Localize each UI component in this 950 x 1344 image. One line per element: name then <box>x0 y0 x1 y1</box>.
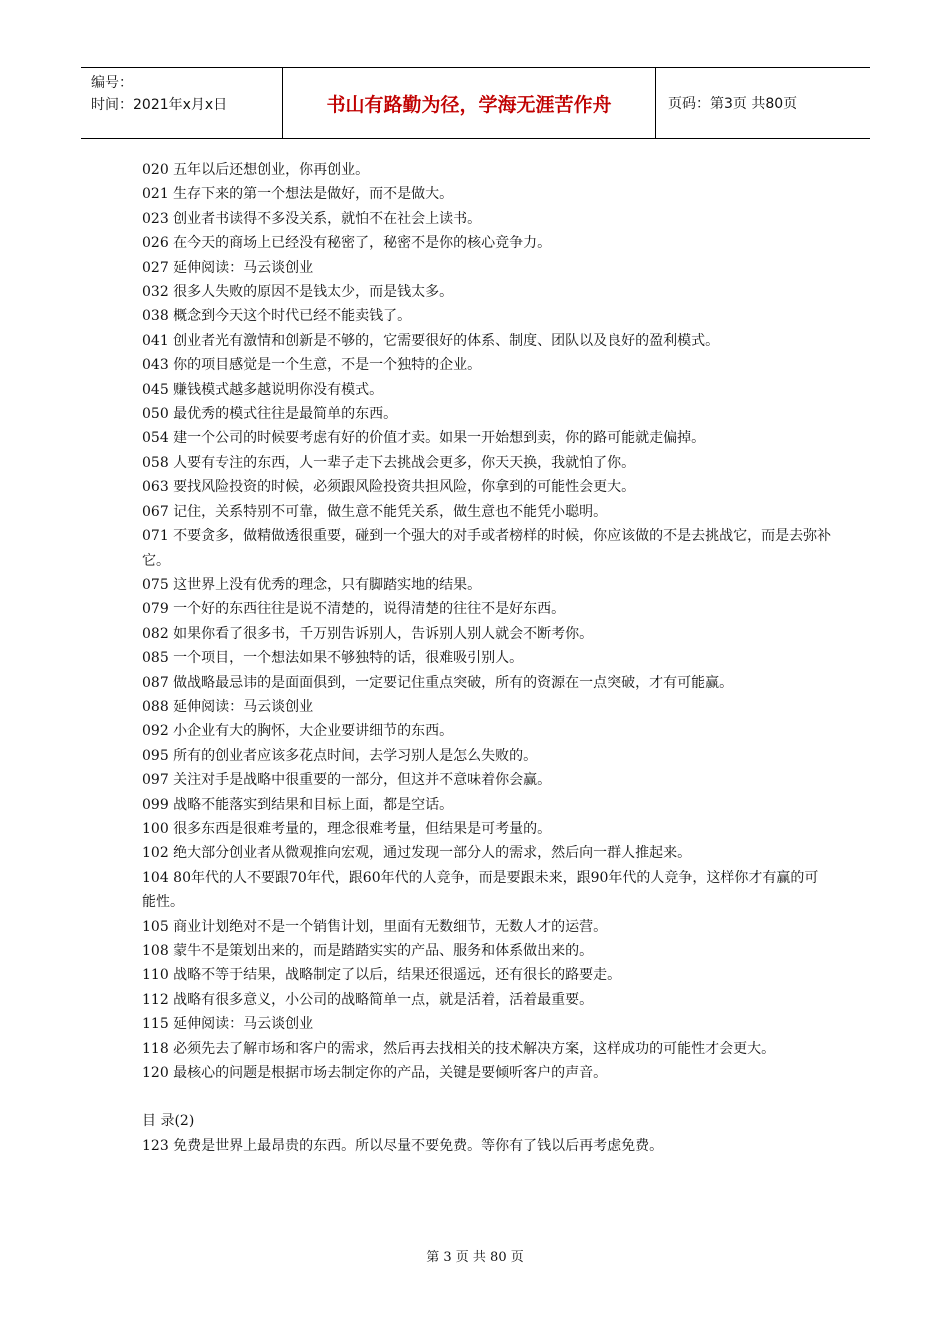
list-item: 087 做战略最忌讳的是面面俱到，一定要记住重点突破，所有的资源在一点突破，才有可能赢。 <box>142 674 734 691</box>
header-code: 编号： <box>91 75 133 91</box>
list-item: 043 你的项目感觉是一个生意，不是一个独特的企业。 <box>142 357 482 374</box>
list-item: 110 战略不等于结果，战略制定了以后，结果还很遥远，还有很长的路要走。 <box>142 967 622 984</box>
list-item: 108 蒙牛不是策划出来的，而是踏踏实实的产品、服务和体系做出来的。 <box>142 943 594 959</box>
list-item: 023 创业者书读得不多没关系，就怕不在社会上读书。 <box>142 210 482 227</box>
list-item: 021 生存下来的第一个想法是做好，而不是做大。 <box>142 186 454 203</box>
list-item: 112 战略有很多意义，小公司的战略简单一点，就是活着，活着最重要。 <box>142 991 594 1008</box>
list-item: 067 记住，关系特别不可靠，做生意不能凭关系，做生意也不能凭小聪明。 <box>142 503 608 520</box>
page-header <box>81 67 870 139</box>
list-item: 079 一个好的东西往往是说不清楚的，说得清楚的往往不是好东西。 <box>142 601 566 618</box>
list-item: 115 延伸阅读：马云谈创业 <box>142 1016 314 1033</box>
list-item: 075 这世界上没有优秀的理念，只有脚踏实地的结果。 <box>142 576 482 593</box>
page-number: 第 3 页 共 80 页 <box>426 1250 524 1265</box>
list-item: 027 延伸阅读：马云谈创业 <box>142 259 314 276</box>
list-item: 038 概念到今天这个时代已经不能卖钱了。 <box>142 308 412 325</box>
list-item: 105 商业计划绝对不是一个销售计划，里面有无数细节，无数人才的运营。 <box>142 918 608 935</box>
list-item: 102 绝大部分创业者从微观推向宏观，通过发现一部分人的需求，然后向一群人推起来。 <box>142 845 692 862</box>
header-motto: 书山有路勤为径，学海无涯苦作舟 <box>283 68 656 138</box>
list-item: 097 关注对手是战略中很重要的一部分，但这并不意味着你会赢。 <box>142 772 552 789</box>
list-item: 050 最优秀的模式往往是最简单的东西。 <box>142 406 398 423</box>
toc-heading: 目 录(2) <box>142 1113 195 1130</box>
list-item: 041 创业者光有激情和创新是不够的，它需要很好的体系、制度、团队以及良好的盈利模式。 <box>142 332 720 349</box>
list-item: 032 很多人失败的原因不是钱太少，而是钱太多。 <box>142 284 454 301</box>
header-page-info: 页码：第3页 共80页 <box>668 96 798 112</box>
header-meta <box>81 68 283 138</box>
page-footer <box>0 1246 950 1265</box>
list-item: 063 要找风险投资的时候，必须跟风险投资共担风险，你拿到的可能性会更大。 <box>142 479 636 496</box>
list-item: 082 如果你看了很多书，千万别告诉别人，告诉别人别人就会不断考你。 <box>142 625 594 642</box>
header-date: 时间：2021年x月x日 <box>91 97 228 113</box>
list-item: 095 所有的创业者应该多花点时间，去学习别人是怎么失败的。 <box>142 747 538 764</box>
list-item: 026 在今天的商场上已经没有秘密了，秘密不是你的核心竞争力。 <box>142 235 552 252</box>
list-item: 118 必须先去了解市场和客户的需求，然后再去找相关的技术解决方案，这样成功的可能性才会更大。 <box>142 1040 776 1057</box>
list-item: 100 很多东西是很难考量的，理念很难考量，但结果是可考量的。 <box>142 820 552 837</box>
list-item: 058 人要有专注的东西，人一辈子走下去挑战会更多，你天天换，我就怕了你。 <box>142 454 636 471</box>
list-item: 071 不要贪多，做精做透很重要，碰到一个强大的对手或者榜样的时候，你应该做的不是去挑战它，而是去弥补它。 <box>142 528 832 569</box>
list-item: 099 战略不能落实到结果和目标上面，都是空话。 <box>142 796 454 813</box>
section-spacer <box>142 1085 832 1109</box>
list-item: 085 一个项目，一个想法如果不够独特的话，很难吸引别人。 <box>142 650 524 667</box>
list-item: 092 小企业有大的胸怀，大企业要讲细节的东西。 <box>142 723 454 740</box>
list-item: 054 建一个公司的时候要考虑有好的价值才卖。如果一开始想到卖，你的路可能就走偏掉。 <box>142 430 706 447</box>
document-body <box>142 158 832 1158</box>
list-item: 020 五年以后还想创业，你再创业。 <box>142 162 370 178</box>
list-item: 123 免费是世界上最昂贵的东西。所以尽量不要免费。等你有了钱以后再考虑免费。 <box>142 1137 664 1154</box>
list-item: 045 赚钱模式越多越说明你没有模式。 <box>142 381 384 398</box>
list-item: 088 延伸阅读：马云谈创业 <box>142 698 314 715</box>
list-item: 104 80年代的人不要跟70年代，跟60年代的人竞争，而是要跟未来，跟90年代的人竞争，这样你才有赢的可能性。 <box>142 869 819 911</box>
list-item: 120 最核心的问题是根据市场去制定你的产品，关键是要倾听客户的声音。 <box>142 1065 608 1082</box>
